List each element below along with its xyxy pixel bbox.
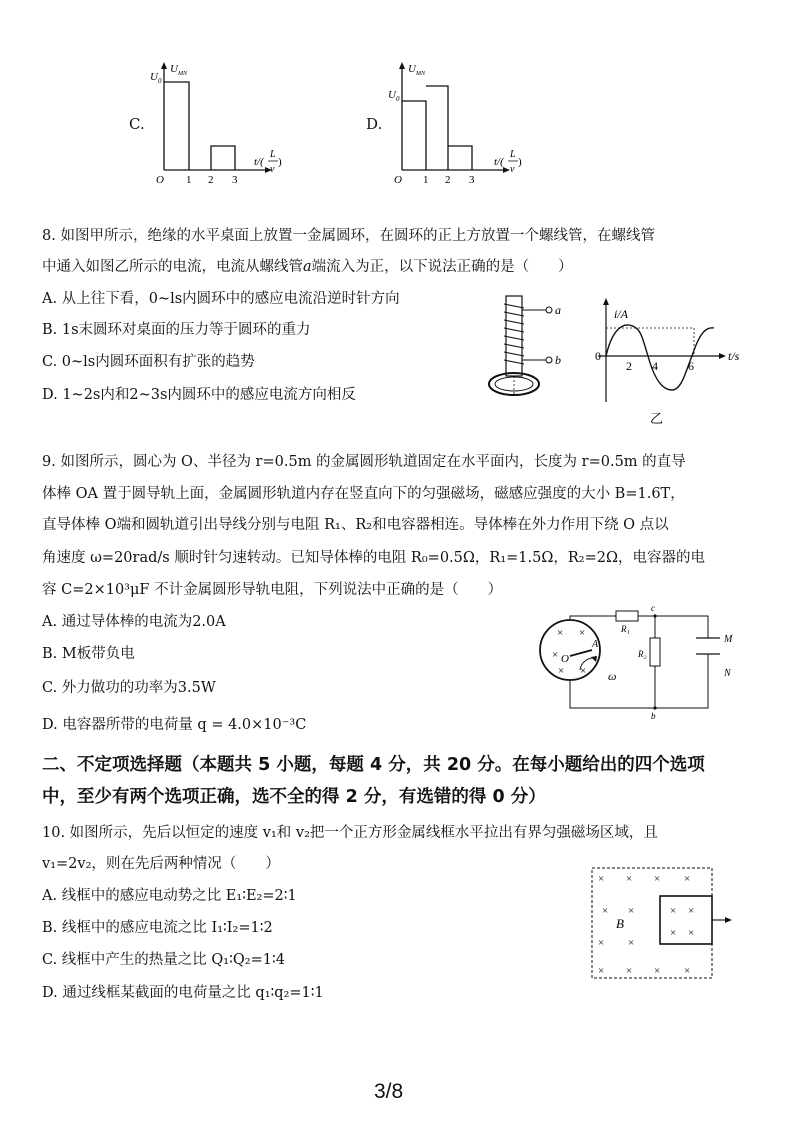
svg-text:2: 2	[626, 359, 632, 373]
svg-text:): )	[278, 156, 282, 168]
svg-text:L: L	[270, 149, 276, 160]
svg-text:0: 0	[595, 349, 601, 363]
svg-text:O: O	[561, 653, 569, 665]
q9-line4: 角速度 ω=20rad/s 顺时针匀速转动。已知导体棒的电阻 R₀=0.5Ω，R₁=1.5Ω，R₂=2Ω，电容器的电	[42, 550, 705, 566]
q10-line2: v₁=2v₂，则在先后两种情况（ ）	[42, 856, 280, 872]
q9-option-a: A. 通过导体棒的电流为2.0A	[42, 614, 226, 630]
svg-text:b: b	[555, 353, 561, 367]
svg-text:): )	[518, 156, 522, 168]
svg-text:×: ×	[558, 665, 565, 677]
q9-line5: 容 C=2×10³μF 不计金属圆形导轨电阻，下列说法中正确的是（ ）	[42, 582, 503, 598]
svg-text:×: ×	[628, 905, 635, 917]
svg-text:×: ×	[579, 627, 586, 639]
svg-text:R₁: R₁	[621, 624, 630, 634]
svg-text:×: ×	[684, 965, 691, 977]
q9-circuit-figure	[530, 600, 750, 722]
q8-option-a: A. 从上往下看，0~ls内圆环中的感应电流沿逆时针方向	[42, 291, 400, 307]
q8-line2	[42, 257, 573, 277]
svg-text:UMN: $U_{MN}$	[408, 63, 425, 77]
svg-text:O: O	[394, 174, 402, 186]
svg-text:L: L	[510, 149, 516, 160]
svg-text:b: b	[651, 711, 656, 721]
svg-text:×: ×	[598, 965, 605, 977]
svg-text:乙: 乙	[650, 411, 664, 426]
svg-text:B: B	[616, 916, 624, 931]
q8-line1: 8. 如图甲所示，绝缘的水平桌面上放置一金属圆环，在圆环的正上方放置一个螺线管，在螺线管	[42, 228, 655, 244]
svg-text:×: ×	[670, 927, 677, 939]
svg-text:N: N	[724, 668, 731, 679]
svg-text:A: A	[592, 639, 599, 650]
svg-text:U0: $U_0$	[388, 89, 400, 103]
svg-text:v: v	[510, 164, 515, 175]
svg-text:×: ×	[602, 905, 609, 917]
q8-solenoid-figure	[484, 292, 574, 404]
section2-heading-line1: 二、不定项选择题（本题共 5 小题，每题 4 分，共 20 分。在每小题给出的四个选项	[42, 755, 705, 775]
svg-text:×: ×	[626, 873, 633, 885]
q8-option-b: B. 1s末圆环对桌面的压力等于圆环的重力	[42, 322, 311, 338]
svg-text:×: ×	[598, 937, 605, 949]
q10-magnetic-field-figure	[588, 864, 738, 982]
svg-text:×: ×	[688, 927, 695, 939]
svg-text:U0: $U_0$	[150, 71, 162, 85]
svg-text:6: 6	[688, 359, 694, 373]
q10-option-a: A. 线框中的感应电动势之比 E₁∶E₂=2∶1	[42, 888, 297, 904]
svg-text:t/(: t/(	[494, 156, 504, 168]
svg-text:a: a	[555, 303, 561, 317]
svg-text:c: c	[651, 603, 655, 613]
q8-option-c: C. 0~ls内圆环面积有扩张的趋势	[42, 354, 255, 370]
svg-text:ω: ω	[608, 669, 617, 683]
svg-text:×: ×	[684, 873, 691, 885]
svg-text:4: 4	[652, 359, 658, 373]
q9-line1: 9. 如图所示，圆心为 O、半径为 r=0.5m 的金属圆形轨道固定在水平面内，长度为 r=0.5m 的直导	[42, 454, 686, 470]
option-c-label: C.	[129, 115, 145, 133]
svg-text:×: ×	[557, 627, 564, 639]
svg-text:t/s: t/s	[728, 349, 740, 363]
q8-current-graph	[588, 298, 768, 430]
svg-text:×: ×	[626, 965, 633, 977]
q9-line3: 直导体棒 O端和圆轨道引出导线分别与电阻 R₁、R₂和电容器相连。导体棒在外力作用下绕 O 点以	[42, 517, 669, 533]
q9-line2: 体棒 OA 置于圆导轨上面，金属圆形轨道内存在竖直向下的匀强磁场，磁感应强度的大小 B=1.6T，	[42, 486, 685, 502]
q9-option-b: B. M板带负电	[42, 646, 135, 662]
q8-line2-text: 中通入如图乙所示的电流，电流从螺线管	[42, 259, 303, 275]
svg-text:2: 2	[445, 174, 451, 186]
svg-text:3: 3	[469, 174, 475, 186]
svg-text:t/(: t/(	[254, 156, 264, 168]
q10-line1: 10. 如图所示，先后以恒定的速度 v₁和 v₂把一个正方形金属线框水平拉出有界匀强磁场区域，且	[42, 825, 658, 841]
q8-option-d: D. 1~2s内和2~3s内圆环中的感应电流方向相反	[42, 387, 356, 403]
svg-text:R₂: R₂	[638, 649, 647, 659]
svg-text:×: ×	[688, 905, 695, 917]
option-d-label: D.	[366, 115, 383, 133]
q8-var-a: a	[303, 259, 312, 275]
svg-text:UMN: $U_{MN}$	[170, 63, 187, 77]
graph-d	[386, 60, 524, 190]
svg-text:1: 1	[423, 174, 429, 186]
page-number: 3/8	[374, 1080, 404, 1103]
q10-option-b: B. 线框中的感应电流之比 I₁∶I₂=1∶2	[42, 920, 273, 936]
svg-text:×: ×	[628, 937, 635, 949]
q10-option-d: D. 通过线框某截面的电荷量之比 q₁∶q₂=1∶1	[42, 985, 324, 1001]
svg-text:×: ×	[654, 873, 661, 885]
svg-text:×: ×	[654, 965, 661, 977]
svg-text:×: ×	[598, 873, 605, 885]
graph-c	[148, 60, 283, 190]
svg-text:v: v	[270, 164, 275, 175]
q8-line2-rest: 端流入为正，以下说法正确的是（ ）	[311, 259, 573, 275]
svg-text:×: ×	[552, 649, 559, 661]
svg-text:O: O	[156, 174, 164, 186]
section2-heading-line2: 中，至少有两个选项正确，选不全的得 2 分，有选错的得 0 分）	[42, 787, 546, 807]
svg-text:×: ×	[580, 665, 587, 677]
svg-text:3: 3	[232, 174, 238, 186]
svg-text:M: M	[724, 634, 733, 645]
q10-option-c: C. 线框中产生的热量之比 Q₁∶Q₂=1∶4	[42, 952, 285, 968]
q9-option-c: C. 外力做功的功率为3.5W	[42, 680, 216, 696]
svg-text:i/A: i/A	[614, 307, 628, 321]
q9-option-d: D. 电容器所带的电荷量 q = 4.0×10⁻³C	[42, 717, 307, 733]
svg-text:2: 2	[208, 174, 214, 186]
svg-text:1: 1	[186, 174, 192, 186]
svg-text:×: ×	[670, 905, 677, 917]
